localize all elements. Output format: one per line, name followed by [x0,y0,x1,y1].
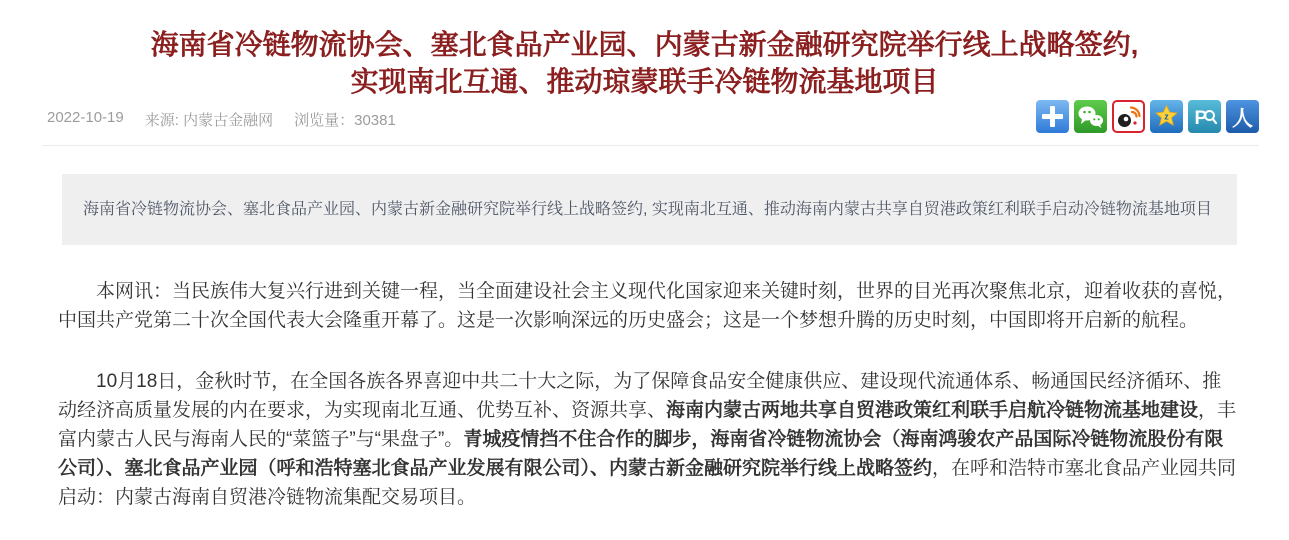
summary-box [62,174,1237,245]
renren-icon[interactable] [1226,100,1259,133]
wechat-icon[interactable] [1074,100,1107,133]
article-meta [47,100,396,130]
article-paragraph-1: 本网讯：当民族伟大复兴行进到关键一程，当全面建设社会主义现代化国家迎来关键时刻，世界的目光再次聚焦北京，迎着收获的喜悦，中国共产党第二十次全国代表大会隆重开幕了。这是一次影响深远的历史盛会；这是一个梦想升腾的历史时刻，中国即将开启新的航程。 [58,281,1237,331]
article-source [145,109,273,130]
article-text-segment: ，在呼和浩特市塞北食品产业园共同启动：内蒙古海南自贸港冷链物流集配交易项目。 [58,458,1237,508]
article-paragraph-2 [58,367,1240,512]
publish-date: 2022-10-19 [47,109,124,126]
source-label: 来源: [144,112,179,129]
summary-text: 海南省冷链物流协会、塞北食品产业园、内蒙古新金融研究院举行线上战略签约, 实现南北互通、推动海南内蒙古共享自贸港政策红利联手启动冷链物流基地项目 [83,201,1212,218]
article-title: 海南省冷链物流协会、塞北食品产业园、内蒙古新金融研究院举行线上战略签约, 实现南北互通、推动琼蒙联手冷链物流基地项目 [150,29,1139,97]
divider [42,145,1259,146]
svg-text:z: z [1164,111,1169,122]
article-text-segment: 10月18日，金秋时节，在全国各族各界喜迎中共二十大之际，为了保障食品安全健康供应、建设现代流通体系、畅通国民经济循环、推动经济高质量发展的内在要求，为实现南北互通、优势互补、资源共享、 [58,371,1222,421]
article-body [58,277,1240,512]
svg-text:P: P [1194,108,1208,129]
views-label: 浏览量： [294,112,355,129]
view-count [294,109,396,130]
baidu-favorite-icon[interactable] [1188,100,1221,133]
sina-weibo-icon[interactable] [1112,100,1145,133]
article-text-segment: ，丰富内蒙古人民与海南人民的“菜篮子”与“果盘子”。 [58,400,1237,450]
source-name: 内蒙古金融网 [183,112,274,129]
share-toolbar [1036,100,1259,133]
article-bold-segment: 青城疫情挡不住合作的脚步，海南省冷链物流协会（海南鸿骏农产品国际冷链物流股份有限公司）、塞北食品产业园（呼和浩特塞北食品产业发展有限公司）、内蒙古新金融研究院举行线上战略签约 [58,429,1224,479]
article-bold-segment: 海南内蒙古两地共享自贸港政策红利联手启航冷链物流基地建设 [666,400,1199,421]
views-value: 30381 [354,112,396,129]
meta-share-row [0,100,1289,133]
share-plus-icon[interactable] [1036,100,1069,133]
svg-text:人: 人 [1232,107,1253,131]
qzone-icon[interactable] [1150,100,1183,133]
